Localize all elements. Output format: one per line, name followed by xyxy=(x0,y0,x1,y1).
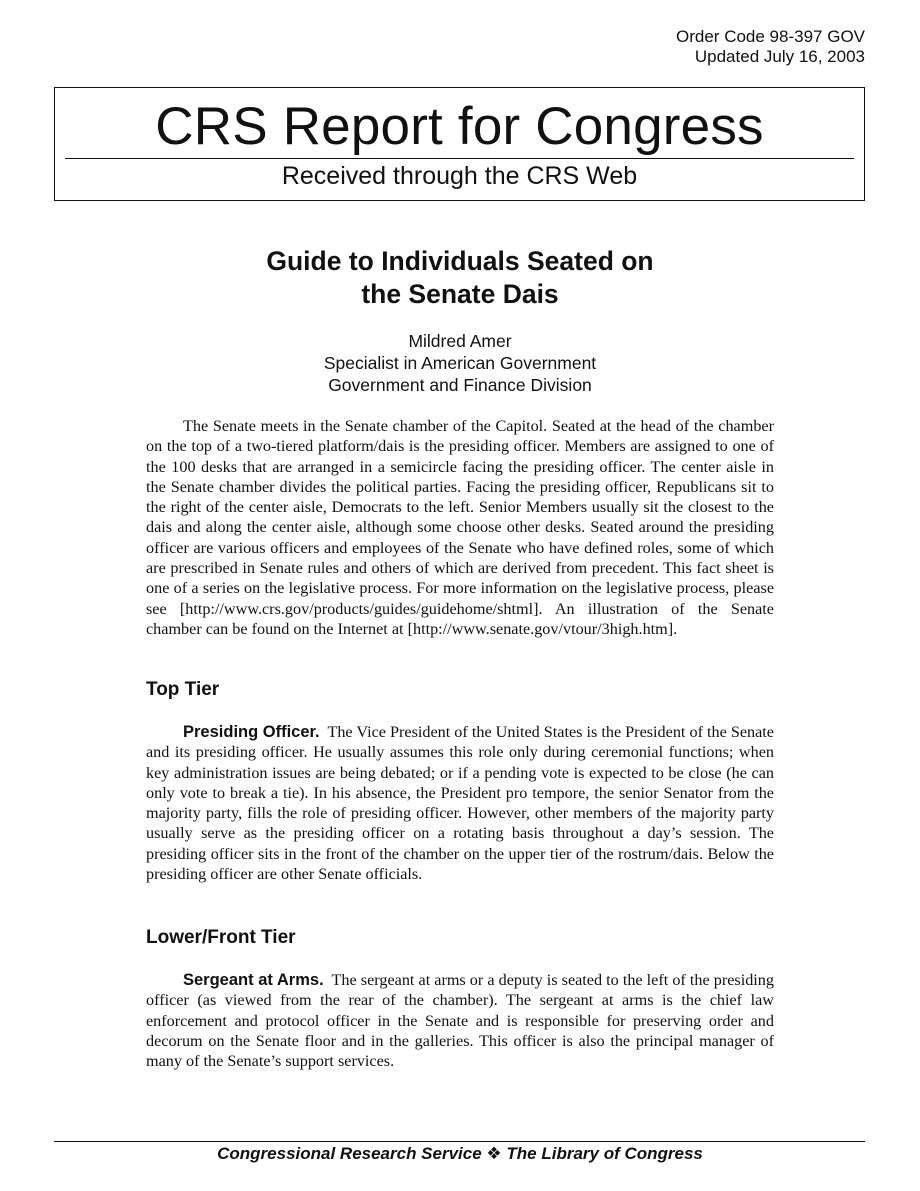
footer-loc: The Library of Congress xyxy=(506,1144,703,1163)
presiding-officer-label: Presiding Officer. xyxy=(183,723,320,741)
updated-date: Updated July 16, 2003 xyxy=(694,47,865,66)
section-heading-top-tier: Top Tier xyxy=(146,679,220,700)
author-division: Government and Finance Division xyxy=(328,375,592,395)
section-heading-lower-tier: Lower/Front Tier xyxy=(146,927,296,948)
presiding-officer-text: The Vice President of the United States is the President of the Senate and its presiding officer. He usually assumes this role only during ceremonial functions; when key administration issues are being debated; or if a pending vote is expected to be close (he can only vote to break a tie). In his absence, the President pro tempore, the senior Senator from the majority party, fills the role of presiding officer. However, other members of the majority party usually serve as the presiding officer on a rotating basis throughout a day’s session. The presiding officer sits in the front of the chamber on the upper tier of the rostrum/dais. Below the presiding officer are other Senate officials. xyxy=(146,723,774,884)
document-title-line-1: Guide to Individuals Seated on xyxy=(266,246,654,276)
author-block xyxy=(146,330,774,396)
footer-divider xyxy=(54,1141,865,1142)
footer-crs: Congressional Research Service xyxy=(217,1144,482,1163)
order-info xyxy=(676,27,865,67)
masthead-title: CRS Report for Congress xyxy=(155,97,764,156)
masthead xyxy=(54,87,865,201)
footer xyxy=(0,1143,920,1165)
document-title-line-2: the Senate Dais xyxy=(361,279,559,309)
sergeant-at-arms-paragraph xyxy=(146,970,774,1071)
masthead-subtitle: Received through the CRS Web xyxy=(281,162,638,190)
sergeant-at-arms-label: Sergeant at Arms. xyxy=(183,971,324,989)
document-title xyxy=(146,245,774,311)
author-title: Specialist in American Government xyxy=(323,353,597,373)
footer-separator-icon: ❖ xyxy=(486,1144,502,1163)
intro-paragraph: The Senate meets in the Senate chamber of the Capitol. Seated at the head of the chamber on the top of a two-tiered platform/dais is the presiding officer. Members are assigned to one of the 100 desks that are arranged in a semicircle facing the presiding officer. The center aisle in the Senate chamber divides the political parties. Facing the presiding officer, Republicans sit to the right of the center aisle, Democrats to the left. Senior Members usually sit the closest to the dais and along the center aisle, although some choose other desks. Seated around the presiding officer are various officers and employees of the Senate who have defined roles, some of which are prescribed in Senate rules and others of which are derived from precedent. This fact sheet is one of a series on the legislative process. For more information on the legislative process, please see [http://www.crs.gov/products/guides/guidehome/shtml]. An illustration of the Senate chamber can be found on the Internet at [http://www.senate.gov/vtour/3high.htm]. xyxy=(146,417,774,638)
presiding-officer-paragraph xyxy=(146,722,774,884)
order-code: Order Code 98-397 GOV xyxy=(676,27,865,46)
masthead-divider xyxy=(65,158,854,159)
author-name: Mildred Amer xyxy=(408,331,512,351)
sergeant-at-arms-text: The sergeant at arms or a deputy is seated to the left of the presiding officer (as viewed from the rear of the chamber). The sergeant at arms is the chief law enforcement and protocol officer in the Senate and is responsible for preserving order and decorum on the Senate floor and in the galleries. This officer is also the principal manager of many of the Senate’s support services. xyxy=(146,971,774,1071)
